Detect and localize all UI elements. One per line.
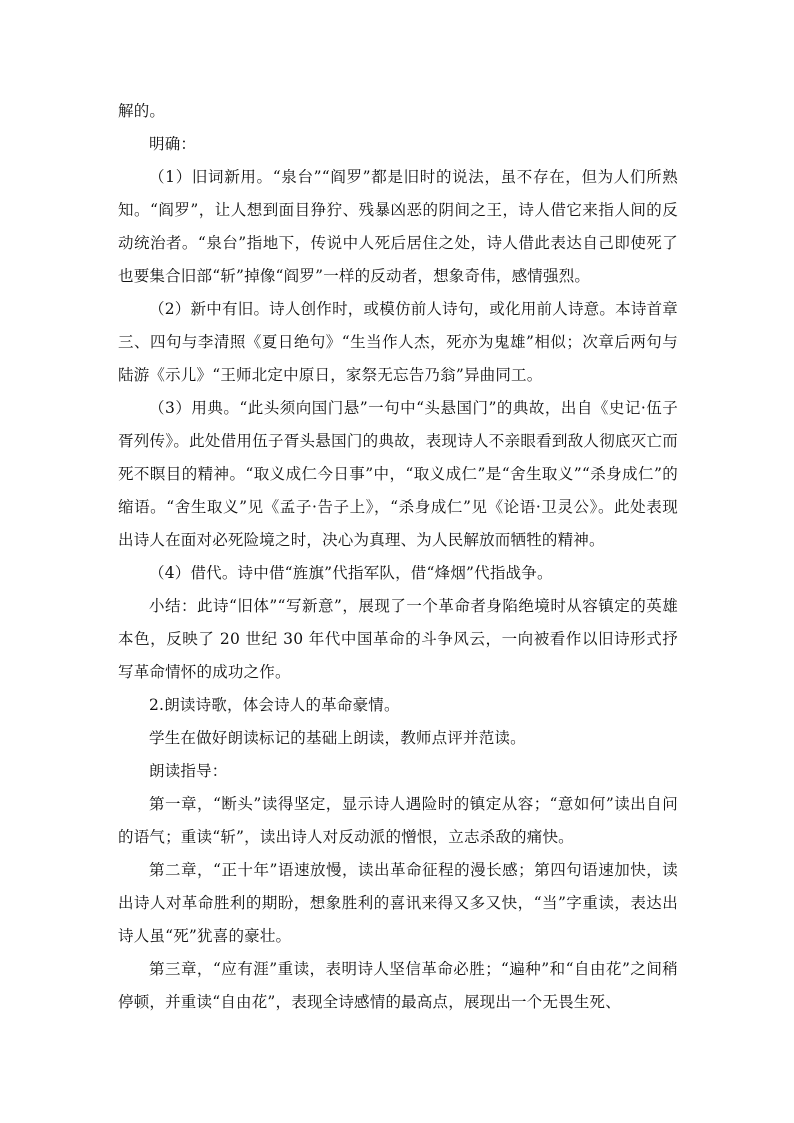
paragraph: 学生在做好朗读标记的基础上朗读，教师点评并范读。: [149, 729, 526, 747]
paragraph: 朗读指导：: [149, 762, 228, 780]
paragraph: 第一章，“断头”读得坚定，显示诗人遇险时的镇定从容；“意如何”读出自问的语气；重读“斩”，读出诗人对反动派的憎恨，立志杀敌的痛快。: [118, 795, 678, 846]
paragraph: 2.朗读诗歌，体会诗人的革命豪情。: [149, 696, 400, 714]
paragraph: （3）用典。“此头须向国门悬”一句中“头悬国门”的典故，出自《史记·伍子胥列传》。此处借用伍子胥头悬国门的典故，表现诗人不亲眼看到敌人彻底灭亡而死不瞑目的精神。“取义成仁今日事”中，“取义成仁”是“舍生取义”“杀身成仁”的缩语。“舍生取义”见《孟子·告子上》，“杀身成仁”见《论语·卫灵公》。此处表现出诗人在面对必死险境之时，决心为真理、为人民解放而牺牲的精神。: [118, 399, 678, 549]
paragraph: （1）旧词新用。“泉台”“阎罗”都是旧时的说法，虽不存在，但为人们所熟知。“阎罗”，让人想到面目狰狞、残暴凶恶的阴间之王，诗人借它来指人间的反动统治者。“泉台”指地下，传说中人死后居住之处，诗人借此表达自己即使死了也要集合旧部“斩”掉像“阎罗”一样的反动者，想象奇伟，感情强烈。: [118, 168, 678, 285]
paragraph: 解的。: [118, 102, 166, 120]
paragraph: 第三章，“应有涯”重读，表明诗人坚信革命必胜；“遍种”和“自由花”之间稍停顿，并重读“自由花”，表现全诗感情的最高点，展现出一个无畏生死、: [118, 960, 678, 1011]
paragraph: 明确：: [149, 135, 197, 153]
paragraph: （2）新中有旧。诗人创作时，或模仿前人诗句，或化用前人诗意。本诗首章三、四句与李清照《夏日绝句》“生当作人杰，死亦为鬼雄”相似；次章后两句与陆游《示儿》“王师北定中原日，家祭无忘告乃翁”异曲同工。: [118, 300, 678, 384]
document-body: [118, 95, 678, 1019]
paragraph: （4）借代。诗中借“旌旗”代指军队，借“烽烟”代指战争。: [149, 564, 553, 582]
paragraph: 小结：此诗“旧体”“写新意”，展现了一个革命者身陷绝境时从容镇定的英雄本色，反映了 20 世纪 30 年代中国革命的斗争风云，一向被看作以旧诗形式抒写革命情怀的成功之作。: [118, 597, 678, 681]
paragraph: 第二章，“正十年”语速放慢，读出革命征程的漫长感；第四句语速加快，读出诗人对革命胜利的期盼，想象胜利的喜讯来得又多又快，“当”字重读，表达出诗人虽“死”犹喜的豪壮。: [118, 861, 678, 945]
